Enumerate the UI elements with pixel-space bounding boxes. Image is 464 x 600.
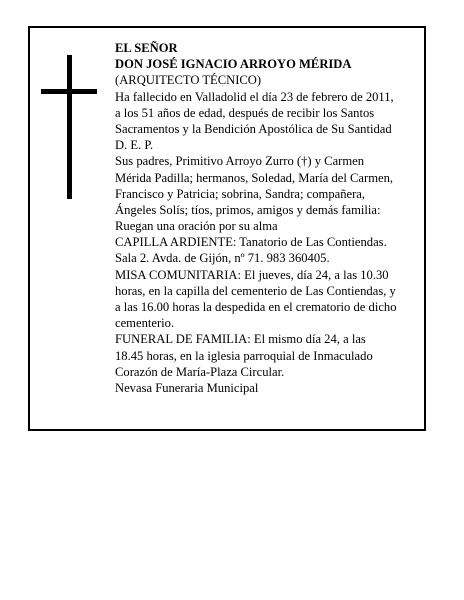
body-line: horas, en la capilla del cementerio de Las Contiendas, y [115,283,396,298]
body-line: Nevasa Funeraria Municipal [115,380,259,395]
body-line: Corazón de María-Plaza Circular. [115,364,285,379]
body-line: a los 51 años de edad, después de recibir los Santos [115,105,375,120]
heading-title: EL SEÑOR [115,41,178,55]
body-line: Sala 2. Avda. de Gijón, nº 71. 983 360405. [115,251,330,266]
profession: (ARQUITECTO TÉCNICO) [115,73,262,88]
cross-icon-bar [41,89,97,94]
body-line: CAPILLA ARDIENTE: Tanatorio de Las Contiendas. [115,235,387,250]
deceased-name: DON JOSÉ IGNACIO ARROYO MÉRIDA [115,57,352,72]
body-line: a las 16.00 horas la despedida en el crematorio de dicho [115,300,397,314]
body-line: Ha fallecido en Valladolid el día 23 de febrero de 2011, [115,89,394,104]
body-line: Francisco y Patricia; sobrina, Sandra; compañera, [115,186,366,201]
body-line: Sacramentos y la Bendición Apostólica de Su Santidad [115,121,392,136]
body-line: D. E. P. [115,138,154,153]
notice-text [115,40,425,396]
body-line: FUNERAL DE FAMILIA: El mismo día 24, a las [115,332,366,347]
cross-icon [67,55,72,199]
body-line: Ángeles Solís; tíos, primos, amigos y demás familia: [115,202,381,217]
body-line: Sus padres, Primitivo Arroyo Zurro (†) y Carmen [115,154,365,169]
body-line: Mérida Padilla; hermanos, Soledad, María del Carmen, [115,170,394,185]
obituary-notice [28,26,426,431]
body-line: Ruegan una oración por su alma [115,219,278,234]
body-line: MISA COMUNITARIA: El jueves, día 24, a las 10.30 [115,267,389,282]
body-line: cementerio. [115,316,175,331]
body-line: 18.45 horas, en la iglesia parroquial de Inmaculado [115,348,373,363]
